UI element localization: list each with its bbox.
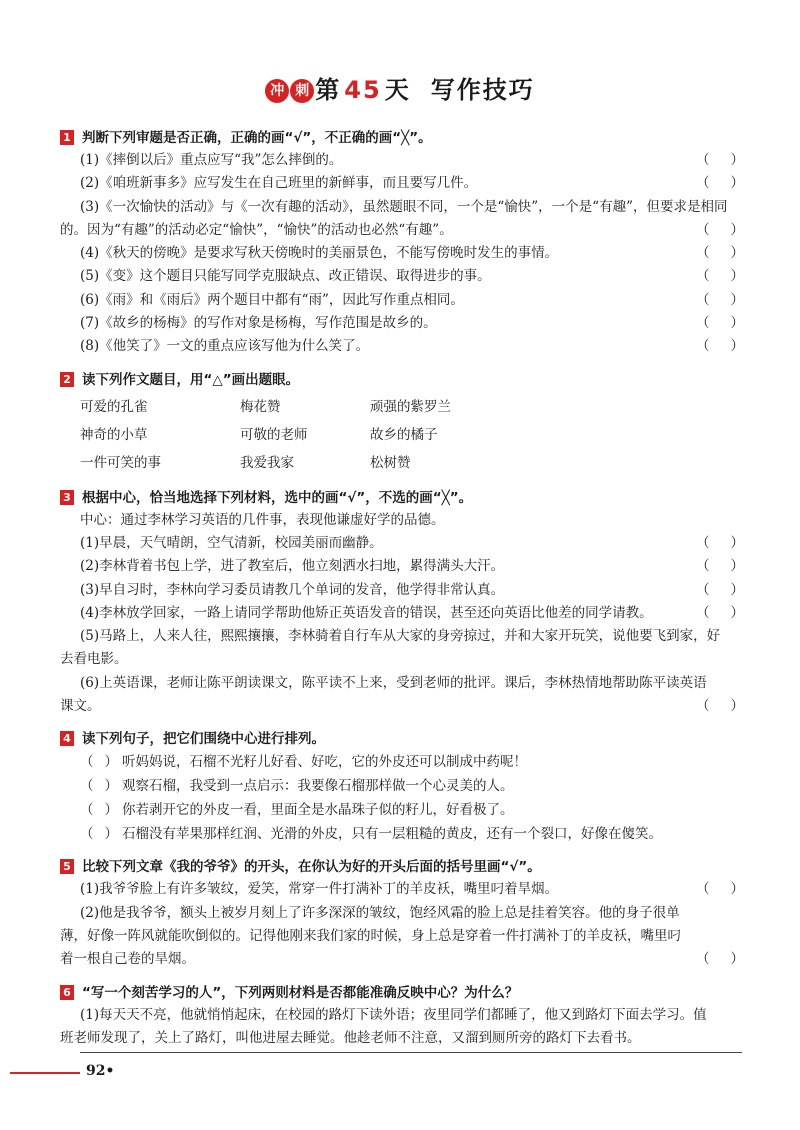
section-2 (60, 369, 750, 477)
section-number: 6 (60, 985, 74, 1000)
title-option[interactable]: 梅花赞 (240, 398, 281, 415)
answer-parens[interactable]: （ ） (696, 175, 744, 192)
page-title (0, 70, 800, 105)
question-line: (5)马路上，人来人往，熙熙攘攘，李林骑着自行车从大家的身旁掠过，并和大家开玩笑，说他要飞到家，好 (80, 628, 721, 645)
answer-parens[interactable]: （ ） (696, 315, 744, 332)
footer-accent-line (10, 1072, 80, 1074)
answer-parens[interactable]: （ ） (696, 291, 744, 308)
question-line: (7)《故乡的杨梅》的写作对象是杨梅，写作范围是故乡的。 （ ） (60, 312, 750, 335)
answer-parens[interactable]: （ ） (696, 881, 744, 898)
section-heading (60, 728, 750, 750)
section-number: 4 (60, 731, 74, 746)
title-option[interactable]: 我爱我家 (240, 454, 294, 471)
sprint-badge: 刺 (290, 79, 314, 103)
answer-parens[interactable]: （ ） (696, 698, 744, 715)
title-option[interactable]: 松树赞 (370, 454, 411, 471)
section-number: 3 (60, 490, 74, 505)
section-instruction: 读下列句子，把它们围绕中心进行排列。 (82, 731, 325, 748)
question-line: 着一根自己卷的旱烟。 （ ） (60, 948, 750, 971)
question-line: 薄，好像一阵风就能吹倒似的。记得他刚来我们家的时候，身上总是穿着一件打满补丁的羊皮袄，嘴里叼 (60, 927, 681, 944)
answer-parens[interactable]: （ ） (696, 604, 744, 621)
sentence-line: （ ） 听妈妈说，石榴不光籽儿好看、好吃，它的外皮还可以制成中药呢！ (60, 750, 750, 774)
section-6 (60, 982, 750, 1051)
footer-divider (80, 1052, 742, 1053)
sentence-line: （ ） 你若剥开它的外皮一看，里面全是水晶珠子似的籽儿，好看极了。 (60, 798, 750, 822)
section-instruction: 读下列作文题目，用“△”画出题眼。 (82, 371, 300, 388)
sentence-line: （ ） 石榴没有苹果那样红润、光滑的外皮，只有一层粗糙的黄皮，还有一个裂口，好像在傻笑。 (60, 822, 750, 846)
title-suffix: 天 (384, 76, 411, 104)
title-option[interactable]: 神奇的小草 (80, 426, 148, 443)
answer-parens[interactable]: （ ） (696, 558, 744, 575)
section-3 (60, 487, 750, 719)
question-line: (4)李林放学回家，一路上请同学帮助他矫正英语发音的错误，甚至还向英语比他差的同学请教。 （ ） (60, 602, 750, 625)
order-parens[interactable]: （ ） (80, 778, 118, 795)
title-options (60, 393, 750, 477)
question-line: (6)上英语课，老师让陈平朗读课文，陈平读不上来，受到老师的批评。课后，李林热情地帮助陈平读英语 (80, 674, 707, 691)
section-heading (60, 127, 750, 149)
question-line: (4)《秋天的傍晚》是要求写秋天傍晚时的美丽景色，不能写傍晚时发生的事情。 （ ） (60, 242, 750, 265)
question-line: (1)每天天不亮，他就悄悄起床，在校园的路灯下读外语；夜里同学们都睡了，他又到路灯下面去学习。值 (80, 1006, 707, 1023)
question-line: (2)李林背着书包上学，进了教室后，他立刻洒水扫地，累得满头大汗。 （ ） (60, 555, 750, 578)
answer-parens[interactable]: （ ） (696, 245, 744, 262)
section-instruction: “写一个刻苦学习的人”，下列两则材料是否都能准确反映中心？为什么？ (82, 984, 519, 1001)
section-5 (60, 856, 750, 971)
section-heading (60, 487, 750, 509)
question-line: (3)《一次愉快的活动》与《一次有趣的活动》，虽然题眼不同，一个是“愉快”，一个是“有趣”，但要求是相同 (80, 198, 728, 215)
order-parens[interactable]: （ ） (80, 826, 118, 843)
question-line: (2)他是我爷爷，额头上被岁月刻上了许多深深的皱纹，饱经风霜的脸上总是挂着笑容。他的身子很单 (80, 904, 680, 921)
section-4 (60, 728, 750, 846)
question-line: 班老师发现了，关上了路灯，叫他进屋去睡觉。他趁老师不注意，又溜到厕所旁的路灯下去看书。 (60, 1029, 641, 1046)
section-heading (60, 856, 750, 878)
question-line: (1)我爷爷脸上有许多皱纹，爱笑，常穿一件打满补丁的羊皮袄，嘴里叼着旱烟。 （ ） (60, 878, 750, 901)
title-prefix: 第 (315, 76, 342, 104)
sprint-badge: 冲 (265, 79, 289, 103)
title-option[interactable]: 一件可笑的事 (80, 454, 161, 471)
answer-parens[interactable]: （ ） (696, 221, 744, 238)
title-option[interactable]: 可爱的孔雀 (80, 398, 148, 415)
question-line: (1)《摔倒以后》重点应写“我”怎么摔倒的。 （ ） (60, 149, 750, 172)
section-heading (60, 369, 750, 391)
section-instruction: 比较下列文章《我的爷爷》的开头，在你认为好的开头后面的括号里画“√”。 (82, 859, 541, 876)
section-number: 1 (60, 130, 74, 145)
order-parens[interactable]: （ ） (80, 802, 118, 819)
question-line: (3)早自习时，李林向学习委员请教几个单词的发音，他学得非常认真。 （ ） (60, 579, 750, 602)
title-option[interactable]: 可敬的老师 (240, 426, 308, 443)
sentence-line: （ ） 观察石榴，我受到一点启示：我要像石榴那样做一个心灵美的人。 (60, 774, 750, 798)
day-number: 45 (344, 76, 382, 104)
answer-parens[interactable]: （ ） (696, 951, 744, 968)
page-number: 92• (86, 1063, 115, 1079)
title-option[interactable]: 故乡的橘子 (370, 426, 438, 443)
answer-parens[interactable]: （ ） (696, 338, 744, 355)
center-statement: 中心：通过李林学习英语的几件事，表现他谦虚好学的品德。 (80, 511, 445, 528)
question-line: (6)《雨》和《雨后》两个题目中都有“雨”，因此写作重点相同。 （ ） (60, 289, 750, 312)
section-1 (60, 127, 750, 359)
answer-parens[interactable]: （ ） (696, 152, 744, 168)
question-line: 课文。 （ ） (60, 695, 750, 718)
question-line: 的。因为“有趣”的活动必定“愉快”，“愉快”的活动也必然“有趣”。 （ ） (60, 219, 750, 242)
answer-parens[interactable]: （ ） (696, 581, 744, 598)
title-topic: 写作技巧 (430, 76, 535, 104)
section-heading (60, 982, 750, 1004)
section-instruction: 判断下列审题是否正确，正确的画“√”，不正确的画“╳”。 (82, 130, 432, 146)
question-line: (8)《他笑了》一文的重点应该写他为什么笑了。 （ ） (60, 335, 750, 358)
section-instruction: 根据中心，恰当地选择下列材料，选中的画“√”，不选的画“╳”。 (82, 489, 473, 506)
section-number: 5 (60, 859, 74, 874)
order-parens[interactable]: （ ） (80, 754, 118, 771)
question-line: (2)《咱班新事多》应写发生在自己班里的新鲜事，而且要写几件。 （ ） (60, 172, 750, 195)
answer-parens[interactable]: （ ） (696, 268, 744, 285)
section-number: 2 (60, 372, 74, 387)
answer-parens[interactable]: （ ） (696, 534, 744, 551)
title-option[interactable]: 顽强的紫罗兰 (370, 398, 451, 415)
exercise-content (60, 127, 750, 1060)
question-line: (1)早晨，天气晴朗，空气清新，校园美丽而幽静。 （ ） (60, 532, 750, 555)
question-line: (5)《变》这个题目只能写同学克服缺点、改正错误、取得进步的事。 （ ） (60, 265, 750, 288)
question-line: 去看电影。 (60, 651, 128, 668)
